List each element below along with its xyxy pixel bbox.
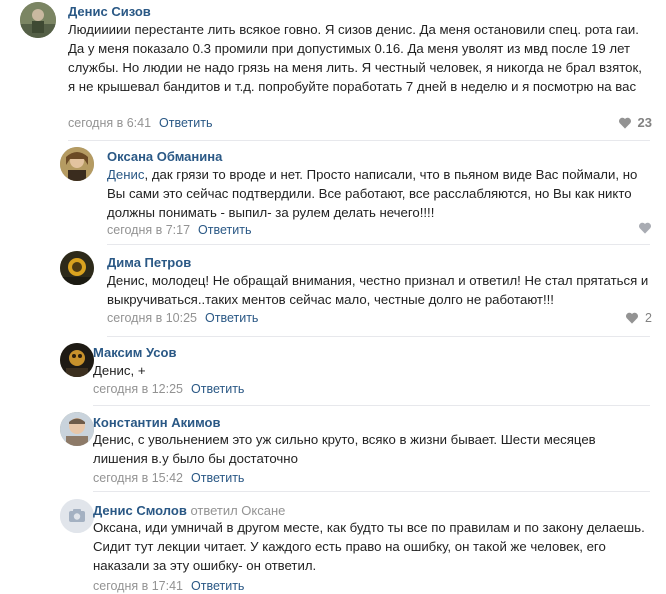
- reply-button[interactable]: Ответить: [198, 223, 252, 237]
- comment-meta: [107, 222, 251, 238]
- addressee-link[interactable]: Денис: [107, 167, 145, 182]
- like-count: 2: [645, 311, 652, 325]
- comment-author[interactable]: Денис Сизов: [68, 4, 151, 19]
- heart-icon: [618, 117, 632, 129]
- camera-icon: [60, 499, 94, 533]
- reply-button[interactable]: Ответить: [191, 579, 245, 593]
- comment-time[interactable]: сегодня в 12:25: [93, 382, 183, 396]
- comment-body: Людиииии перестанте лить всякое говно. Я сизов денис. Да меня остановили спец. рота гаи. Да у меня показало 0.3 промили при допустимых 0.16. Да меня уволят из мвд после 19 лет службы. Но людии не надо грязь на меня лить. Я честный человек, я никогда не брал взяток, я не крышевал бандитов и т.д. попробуйте поработать 7 дней в неделю и я посмотрю на вас: [68, 22, 642, 94]
- comment-meta: [68, 115, 212, 131]
- comment-time[interactable]: сегодня в 10:25: [107, 311, 197, 325]
- reply-button[interactable]: Ответить: [191, 382, 245, 396]
- heart-icon: [638, 222, 652, 234]
- comment-text: [93, 518, 648, 575]
- avatar[interactable]: [60, 412, 94, 446]
- author-name[interactable]: Денис Смолов: [93, 503, 187, 518]
- comment-text: [68, 20, 648, 96]
- comment-body: Денис, +: [93, 363, 146, 378]
- comment-body: Оксана, иди умничай в другом месте, как будто ты все по правилам и по закону делаешь. Сидит тут лекции читает. У каждого есть право на ошибку, он такой же человек, его наказали за эту ошибку- он ответил.: [93, 520, 645, 573]
- comment-body: Денис, молодец! Не обращай внимания, честно признал и ответил! Не стал прятаться и выкручиваться..таких ментов сейчас мало, честные долго не работают!!!: [107, 273, 649, 307]
- comment-text: [107, 271, 652, 309]
- reply-button[interactable]: Ответить: [191, 471, 245, 485]
- reply-button[interactable]: Ответить: [205, 311, 259, 325]
- like-button[interactable]: [625, 310, 652, 326]
- comment-meta: [93, 381, 244, 397]
- like-count: 23: [637, 115, 652, 130]
- comment-time[interactable]: сегодня в 7:17: [107, 223, 191, 237]
- comment-author[interactable]: Оксана Обманина: [107, 149, 223, 164]
- comment-meta: [93, 470, 244, 486]
- reply-button[interactable]: Ответить: [159, 116, 213, 130]
- comment-author[interactable]: Константин Акимов: [93, 415, 221, 430]
- avatar-photo-icon: [60, 343, 94, 377]
- comment-time[interactable]: сегодня в 6:41: [68, 116, 152, 130]
- comment-time[interactable]: сегодня в 15:42: [93, 471, 183, 485]
- comment-item: [0, 0, 666, 140]
- avatar[interactable]: [20, 2, 56, 38]
- comment-author[interactable]: [93, 503, 285, 519]
- comment-item: [0, 406, 666, 492]
- avatar-photo-icon: [60, 147, 94, 181]
- avatar-photo-icon: [20, 2, 56, 38]
- avatar[interactable]: [60, 147, 94, 181]
- comment-meta: [107, 310, 258, 326]
- comment-item: [0, 141, 666, 245]
- comment-text: [93, 361, 648, 380]
- comment-author[interactable]: Дима Петров: [107, 255, 192, 270]
- comment-item: [0, 245, 666, 337]
- reply-to-label[interactable]: ответил Оксане: [190, 503, 286, 518]
- avatar[interactable]: [60, 251, 94, 285]
- like-button[interactable]: [638, 222, 652, 234]
- comment-item: [0, 492, 666, 594]
- comment-author[interactable]: Максим Усов: [93, 345, 177, 360]
- comment-time[interactable]: сегодня в 17:41: [93, 579, 183, 593]
- avatar[interactable]: [60, 499, 94, 533]
- comment-text: [107, 165, 652, 222]
- like-button[interactable]: [618, 115, 652, 131]
- comment-text: [93, 430, 648, 468]
- comment-body: Денис, с увольнением это уж сильно круто, всяко в жизни бывает. Шести месяцев лишения в.у было бы достаточно: [93, 432, 596, 466]
- heart-icon: [625, 312, 639, 324]
- avatar[interactable]: [60, 343, 94, 377]
- comment-item: [0, 337, 666, 405]
- avatar-photo-icon: [60, 251, 94, 285]
- comment-meta: [93, 578, 244, 594]
- comment-body: , дак грязи то вроде и нет. Просто написали, что в пьяном виде Вас поймали, но Вы сами это сейчас подтвердили. Все работают, все расслабляются, но Вы как никто должны понимать - выпил- за рулем делать нечего!!!!: [107, 167, 638, 220]
- avatar-photo-icon: [60, 412, 94, 446]
